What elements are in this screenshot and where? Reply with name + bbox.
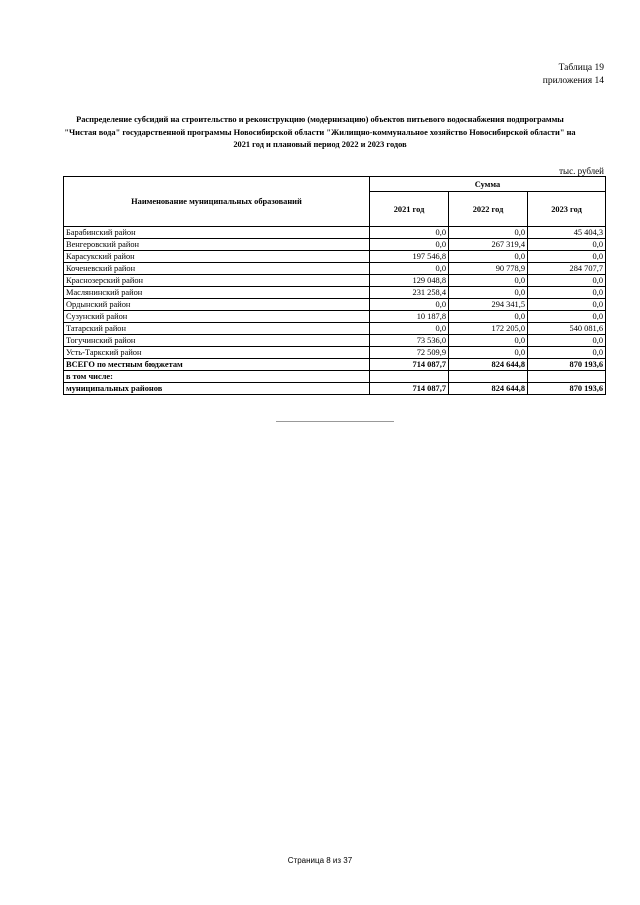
appendix-label: приложения 14 xyxy=(542,76,604,86)
district-name: Ордынский район xyxy=(64,299,370,311)
value-2023: 0,0 xyxy=(528,287,606,299)
value-2023: 284 707,7 xyxy=(528,263,606,275)
subsidy-table xyxy=(63,176,606,395)
table-row xyxy=(64,239,606,251)
value-2022: 294 341,5 xyxy=(449,299,528,311)
column-header-sum: Сумма xyxy=(370,177,606,192)
value-2021: 0,0 xyxy=(370,239,449,251)
municipal-2023: 870 193,6 xyxy=(528,383,606,395)
table-row xyxy=(64,335,606,347)
value-2022: 90 778,9 xyxy=(449,263,528,275)
value-2022: 0,0 xyxy=(449,311,528,323)
value-2022: 267 319,4 xyxy=(449,239,528,251)
table-row xyxy=(64,323,606,335)
district-name: Татарский район xyxy=(64,323,370,335)
table-row xyxy=(64,251,606,263)
value-2021: 0,0 xyxy=(370,227,449,239)
table-row xyxy=(64,263,606,275)
value-2021: 0,0 xyxy=(370,299,449,311)
value-2021: 231 258,4 xyxy=(370,287,449,299)
value-2023: 45 404,3 xyxy=(528,227,606,239)
page-number: Страница 8 из 37 xyxy=(287,856,353,865)
value-2023: 0,0 xyxy=(528,347,606,359)
value-2022: 0,0 xyxy=(449,275,528,287)
including-label: в том числе: xyxy=(64,371,370,383)
district-name: Усть-Таркский район xyxy=(64,347,370,359)
value-2023: 0,0 xyxy=(528,299,606,311)
value-2022: 0,0 xyxy=(449,287,528,299)
units-label: тыс. рублей xyxy=(559,166,604,176)
value-2023: 0,0 xyxy=(528,239,606,251)
table-reference xyxy=(404,62,604,88)
value-2021: 129 048,8 xyxy=(370,275,449,287)
table-row xyxy=(64,311,606,323)
value-2021: 197 546,8 xyxy=(370,251,449,263)
district-name: Карасукский район xyxy=(64,251,370,263)
value-2023: 0,0 xyxy=(528,275,606,287)
document-title: Распределение субсидий на строительство и реконструкцию (модернизацию) объектов питьевого водоснабжения подпрограммы "Чистая вода" государственной программы Новосибирской области "Жилищно-коммунальное хозяйство Новосибирской области" на 2021 год и плановый период 2022 и 2023 годов xyxy=(64,115,576,149)
table-row xyxy=(64,299,606,311)
district-name: Краснозерский район xyxy=(64,275,370,287)
value-2021: 10 187,8 xyxy=(370,311,449,323)
total-label: ВСЕГО по местным бюджетам xyxy=(64,359,370,371)
value-2021: 73 536,0 xyxy=(370,335,449,347)
value-2022: 172 205,0 xyxy=(449,323,528,335)
value-2022: 0,0 xyxy=(449,347,528,359)
table-row xyxy=(64,347,606,359)
value-2023: 540 081,6 xyxy=(528,323,606,335)
value-2021: 72 509,9 xyxy=(370,347,449,359)
municipal-2022: 824 644,8 xyxy=(449,383,528,395)
table-row xyxy=(64,275,606,287)
value-2022: 0,0 xyxy=(449,227,528,239)
municipal-label: муниципальных районов xyxy=(64,383,370,395)
separator-line xyxy=(276,421,394,422)
total-2021: 714 087,7 xyxy=(370,359,449,371)
total-2022: 824 644,8 xyxy=(449,359,528,371)
table-row xyxy=(64,287,606,299)
table-row xyxy=(64,227,606,239)
table-number-label: Таблица 19 xyxy=(558,63,604,73)
value-2023: 0,0 xyxy=(528,335,606,347)
district-name: Маслянинский район xyxy=(64,287,370,299)
value-2023: 0,0 xyxy=(528,251,606,263)
table-row-including xyxy=(64,371,606,383)
column-header-2022: 2022 год xyxy=(449,192,528,227)
value-2023: 0,0 xyxy=(528,311,606,323)
district-name: Тогучинский район xyxy=(64,335,370,347)
district-name: Барабинский район xyxy=(64,227,370,239)
district-name: Коченевский район xyxy=(64,263,370,275)
table-row-total xyxy=(64,359,606,371)
column-header-2023: 2023 год xyxy=(528,192,606,227)
municipal-2021: 714 087,7 xyxy=(370,383,449,395)
table-row-municipal xyxy=(64,383,606,395)
value-2022: 0,0 xyxy=(449,251,528,263)
column-header-2021: 2021 год xyxy=(370,192,449,227)
district-name: Сузунский район xyxy=(64,311,370,323)
value-2021: 0,0 xyxy=(370,323,449,335)
value-2022: 0,0 xyxy=(449,335,528,347)
total-2023: 870 193,6 xyxy=(528,359,606,371)
value-2021: 0,0 xyxy=(370,263,449,275)
column-header-name: Наименование муниципальных образований xyxy=(64,177,370,227)
district-name: Венгеровский район xyxy=(64,239,370,251)
